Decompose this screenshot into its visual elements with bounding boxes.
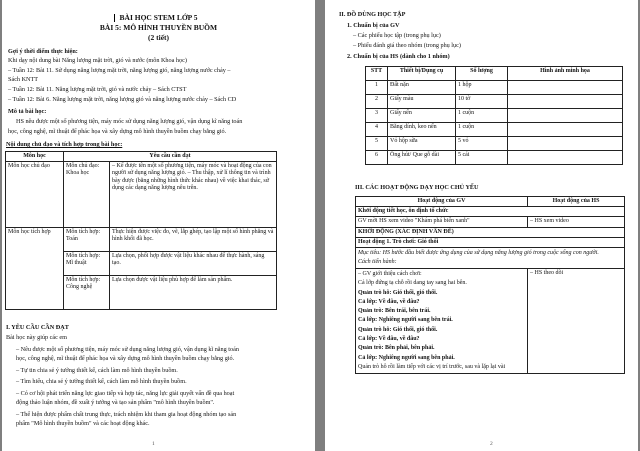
table-row (366, 137, 623, 151)
requirement-line: – Tìm hiểu, chia sẻ ý tưởng thiết kế, cách làm mô hình thuyền buồm. (16, 378, 187, 385)
table-cell: Hoạt động 1. Trò chơi: Gió thổi (356, 237, 625, 247)
table-cell: Môn học tích hợp (6, 228, 64, 310)
table-cell: Giấy màu (388, 95, 456, 109)
table-cell: Lựa chọn, phối hợp được vật liệu khác nhau để thực hành, sáng tạo. (110, 252, 277, 276)
table-row (6, 228, 277, 252)
table-cell (508, 81, 623, 95)
table-cell: Môn tích hợp: Công nghệ (64, 276, 110, 310)
suggest-line: – Tuần 12: Bài 11. Năng lượng mặt trời, gió và nước chảy – Sách CTST (8, 86, 187, 93)
table-cell: Giấy nến (388, 109, 456, 123)
table-row (366, 109, 623, 123)
description-line: học, công nghệ, mĩ thuật để phác họa và xây dựng mô hình thuyền buồm chạy bằng gió. (8, 128, 227, 135)
table-cell (508, 95, 623, 109)
activities-table (355, 196, 625, 374)
activity-line: Cả lớp: Về đâu, về đâu? (358, 336, 420, 343)
lesson-title: BÀI HỌC STEM LỚP 5 (119, 13, 198, 22)
materials-table (365, 66, 623, 165)
table-row (356, 207, 625, 217)
table-header: Số lượng (456, 67, 508, 81)
lesson-subtitle: BÀI 5: MÔ HÌNH THUYỀN BUỒM (99, 23, 218, 32)
table-cell: Môn tích hợp: Toán (64, 228, 110, 252)
table-cell: 5 vỏ (456, 137, 508, 151)
table-cell: Thực hiện được việc đo, vẽ, lắp ghép, tạo lập một số hình phẳng và hình khối đã học. (110, 228, 277, 252)
teacher-prep-line: – Các phiếu học tập (trong phụ lục) (353, 32, 441, 39)
activity-line: – GV giới thiệu cách chơi: (358, 270, 422, 277)
activity-method: Cách tiến hành: (358, 258, 397, 265)
table-header-row (356, 197, 625, 207)
table-cell: Ống hút/ Que gỗ dài (388, 151, 456, 165)
requirement-line: – Tự tin chia sẻ ý tưởng thiết kế, cách làm mô hình thuyền buồm. (16, 367, 178, 374)
table-cell: Môn học chủ đạo (6, 162, 64, 228)
requirements-intro: Bài học này giúp các em (6, 334, 67, 341)
table-header: Hoạt động của HS (528, 197, 625, 207)
table-row (356, 247, 625, 268)
table-header: STT (366, 67, 388, 81)
table-header: Hình ảnh minh họa (508, 67, 623, 81)
table-cell: 2 (366, 95, 388, 109)
table-cell: 5 (366, 137, 388, 151)
table-row (366, 151, 623, 165)
table-row (356, 217, 625, 227)
table-cell: 10 tờ (456, 95, 508, 109)
table-cell: Lựa chọn được vật liệu phù hợp để làm sản phẩm. (110, 276, 277, 310)
requirement-line: – Thể hiện được phẩm chất trung thực, trách nhiệm khi tham gia hoạt động nhóm tạo sản (16, 411, 237, 418)
activity-line: Quản trò hô: Gió thổi, gió thổi. (358, 326, 438, 333)
materials-heading: II. ĐỒ DÙNG HỌC TẬP (339, 11, 406, 18)
activity-goal: Mục tiêu: HS bước đầu biết được ứng dụng của sử dụng năng lượng gió trong cuộc sống con người. (358, 249, 599, 256)
table-row (366, 81, 623, 95)
table-cell: Băng dính, keo nến (388, 123, 456, 137)
table-cell: 5 cái (456, 151, 508, 165)
activity-line: Cả lớp: Về đâu, về đâu? (358, 298, 420, 305)
table-cell (508, 123, 623, 137)
activity-line: Quản trò hô: Gió thổi, gió thổi. (358, 289, 438, 296)
table-cell: KHỞI ĐỘNG (XÁC ĐỊNH VẤN ĐỀ) (356, 227, 625, 237)
requirement-line: học, công nghệ, mĩ thuật để phác họa và xây dựng mô hình thuyền buồm chạy bằng gió. (16, 355, 235, 362)
table-cell: Môn tích hợp: Mĩ thuật (64, 252, 110, 276)
lesson-duration: (2 tiết) (147, 33, 170, 42)
suggest-line: Khi dạy nội dung bài Năng lượng mặt trời, gió và nước (môn Khoa học) (8, 57, 187, 64)
activity-line: Quản trò: Bên trái, bên trái. (358, 308, 431, 315)
description-line: HS nêu được một số phương tiện, máy móc sử dụng năng lượng gió, vận dụng kĩ năng toán (16, 118, 243, 125)
table-cell (508, 137, 623, 151)
description-heading: Mô tả bài học: (8, 108, 47, 115)
table-cell: – HS xem video (528, 217, 625, 227)
table-cell: 6 (366, 151, 388, 165)
table-cell: Khởi động tiết học, ôn định tổ chức (356, 207, 625, 217)
table-row (366, 123, 623, 137)
suggest-heading: Gợi ý thời điểm thực hiện: (8, 48, 78, 55)
table-cell (508, 151, 623, 165)
table-cell: Môn chủ đạo: Khoa học (64, 162, 110, 228)
suggest-line: – Tuần 12: Bài 11. Sử dụng năng lượng mặt trời, năng lượng gió, năng lượng nước chảy – (8, 67, 231, 74)
activity-line: Cả lớp: Nghiêng người sang bên phải. (358, 354, 455, 361)
table-row (366, 95, 623, 109)
table-cell (508, 109, 623, 123)
table-cell: 1 cuộn (456, 123, 508, 137)
table-cell: 1 (366, 81, 388, 95)
document-page-2 (325, 0, 638, 451)
subject-table (5, 151, 277, 310)
page-number: 2 (490, 441, 493, 447)
activity-line: Cả lớp: Nghiêng người sang bên trái. (358, 317, 453, 324)
activity-line: Quản trò hô rồi làm tiếp với các vị trí trước, sau và lặp lại vài (358, 363, 506, 370)
table-header: Thiết bị/Dụng cụ (388, 67, 456, 81)
table-row (356, 268, 625, 373)
activity-line: Cả lớp đứng tạ chỗ rồi dang tay sang hai bên. (358, 280, 467, 287)
requirements-heading: I. YÊU CẦU CẦN ĐẠT (6, 324, 69, 331)
requirement-line: – Có cơ hội phát triển năng lực giao tiếp và hợp tác, năng lực giải quyết vấn đề qua hoạt (16, 390, 235, 397)
table-header: Yêu cầu cần đạt (64, 152, 277, 162)
activities-heading: III. CÁC HOẠT ĐỘNG DẠY HỌC CHỦ YẾU (355, 184, 479, 191)
content-heading: Nội dung chủ đạo và tích hợp trong bài học: (6, 141, 123, 148)
table-cell: 3 (366, 109, 388, 123)
table-row (356, 237, 625, 247)
table-header: Hoạt động của GV (356, 197, 528, 207)
table-cell: Đất nặn (388, 81, 456, 95)
table-header: Môn học (6, 152, 64, 162)
suggest-line: – Tuần 12: Bài 6. Năng lượng mặt trời, năng lượng gió và năng lượng nước chảy – Sách CD (8, 96, 237, 103)
activity-line: Quản trò: Bên phải, bên phải. (358, 345, 435, 352)
teacher-prep-heading: 1. Chuẩn bị của GV (347, 22, 400, 29)
teacher-prep-line: – Phiếu đánh giá theo nhóm (trong phụ lục) (353, 42, 461, 49)
table-row (6, 162, 277, 228)
table-cell: 1 cuộn (456, 109, 508, 123)
table-cell: – HS theo dõi (528, 268, 625, 373)
requirement-line: phẩm "Mô hình thuyền buồm" và các hoạt động khác. (16, 420, 150, 427)
page-number: 1 (152, 441, 155, 447)
table-cell: – Kể được tên một số phương tiện, máy móc và hoạt động của con người sử dụng năng lượng gió. – Thu thập, xử lí thông tin và trình bày được (bằng những hình thức khác nhau) về việc khai thác, sử dụng các dạng năng lượng nêu trên. (110, 162, 277, 228)
table-cell: Vỏ hộp sữa (388, 137, 456, 151)
student-prep-heading: 2. Chuẩn bị của HS (dành cho 1 nhóm) (347, 53, 450, 60)
suggest-line: Sách KNTT (8, 76, 39, 83)
table-header-row (6, 152, 277, 162)
table-row (356, 227, 625, 237)
requirement-line: – Nêu được một số phương tiện, máy móc sử dụng năng lượng gió, vận dụng kĩ năng toán (16, 346, 239, 353)
table-header-row (366, 67, 623, 81)
table-cell: 1 hộp (456, 81, 508, 95)
document-page-1 (2, 0, 315, 451)
table-cell: 4 (366, 123, 388, 137)
table-cell: GV mời HS xem video "Khám phá biển xanh" (356, 217, 528, 227)
requirement-line: động thảo luận nhóm, đề xuất ý tưởng và tạo sản phẩm "mô hình thuyền buồm". (16, 399, 215, 406)
